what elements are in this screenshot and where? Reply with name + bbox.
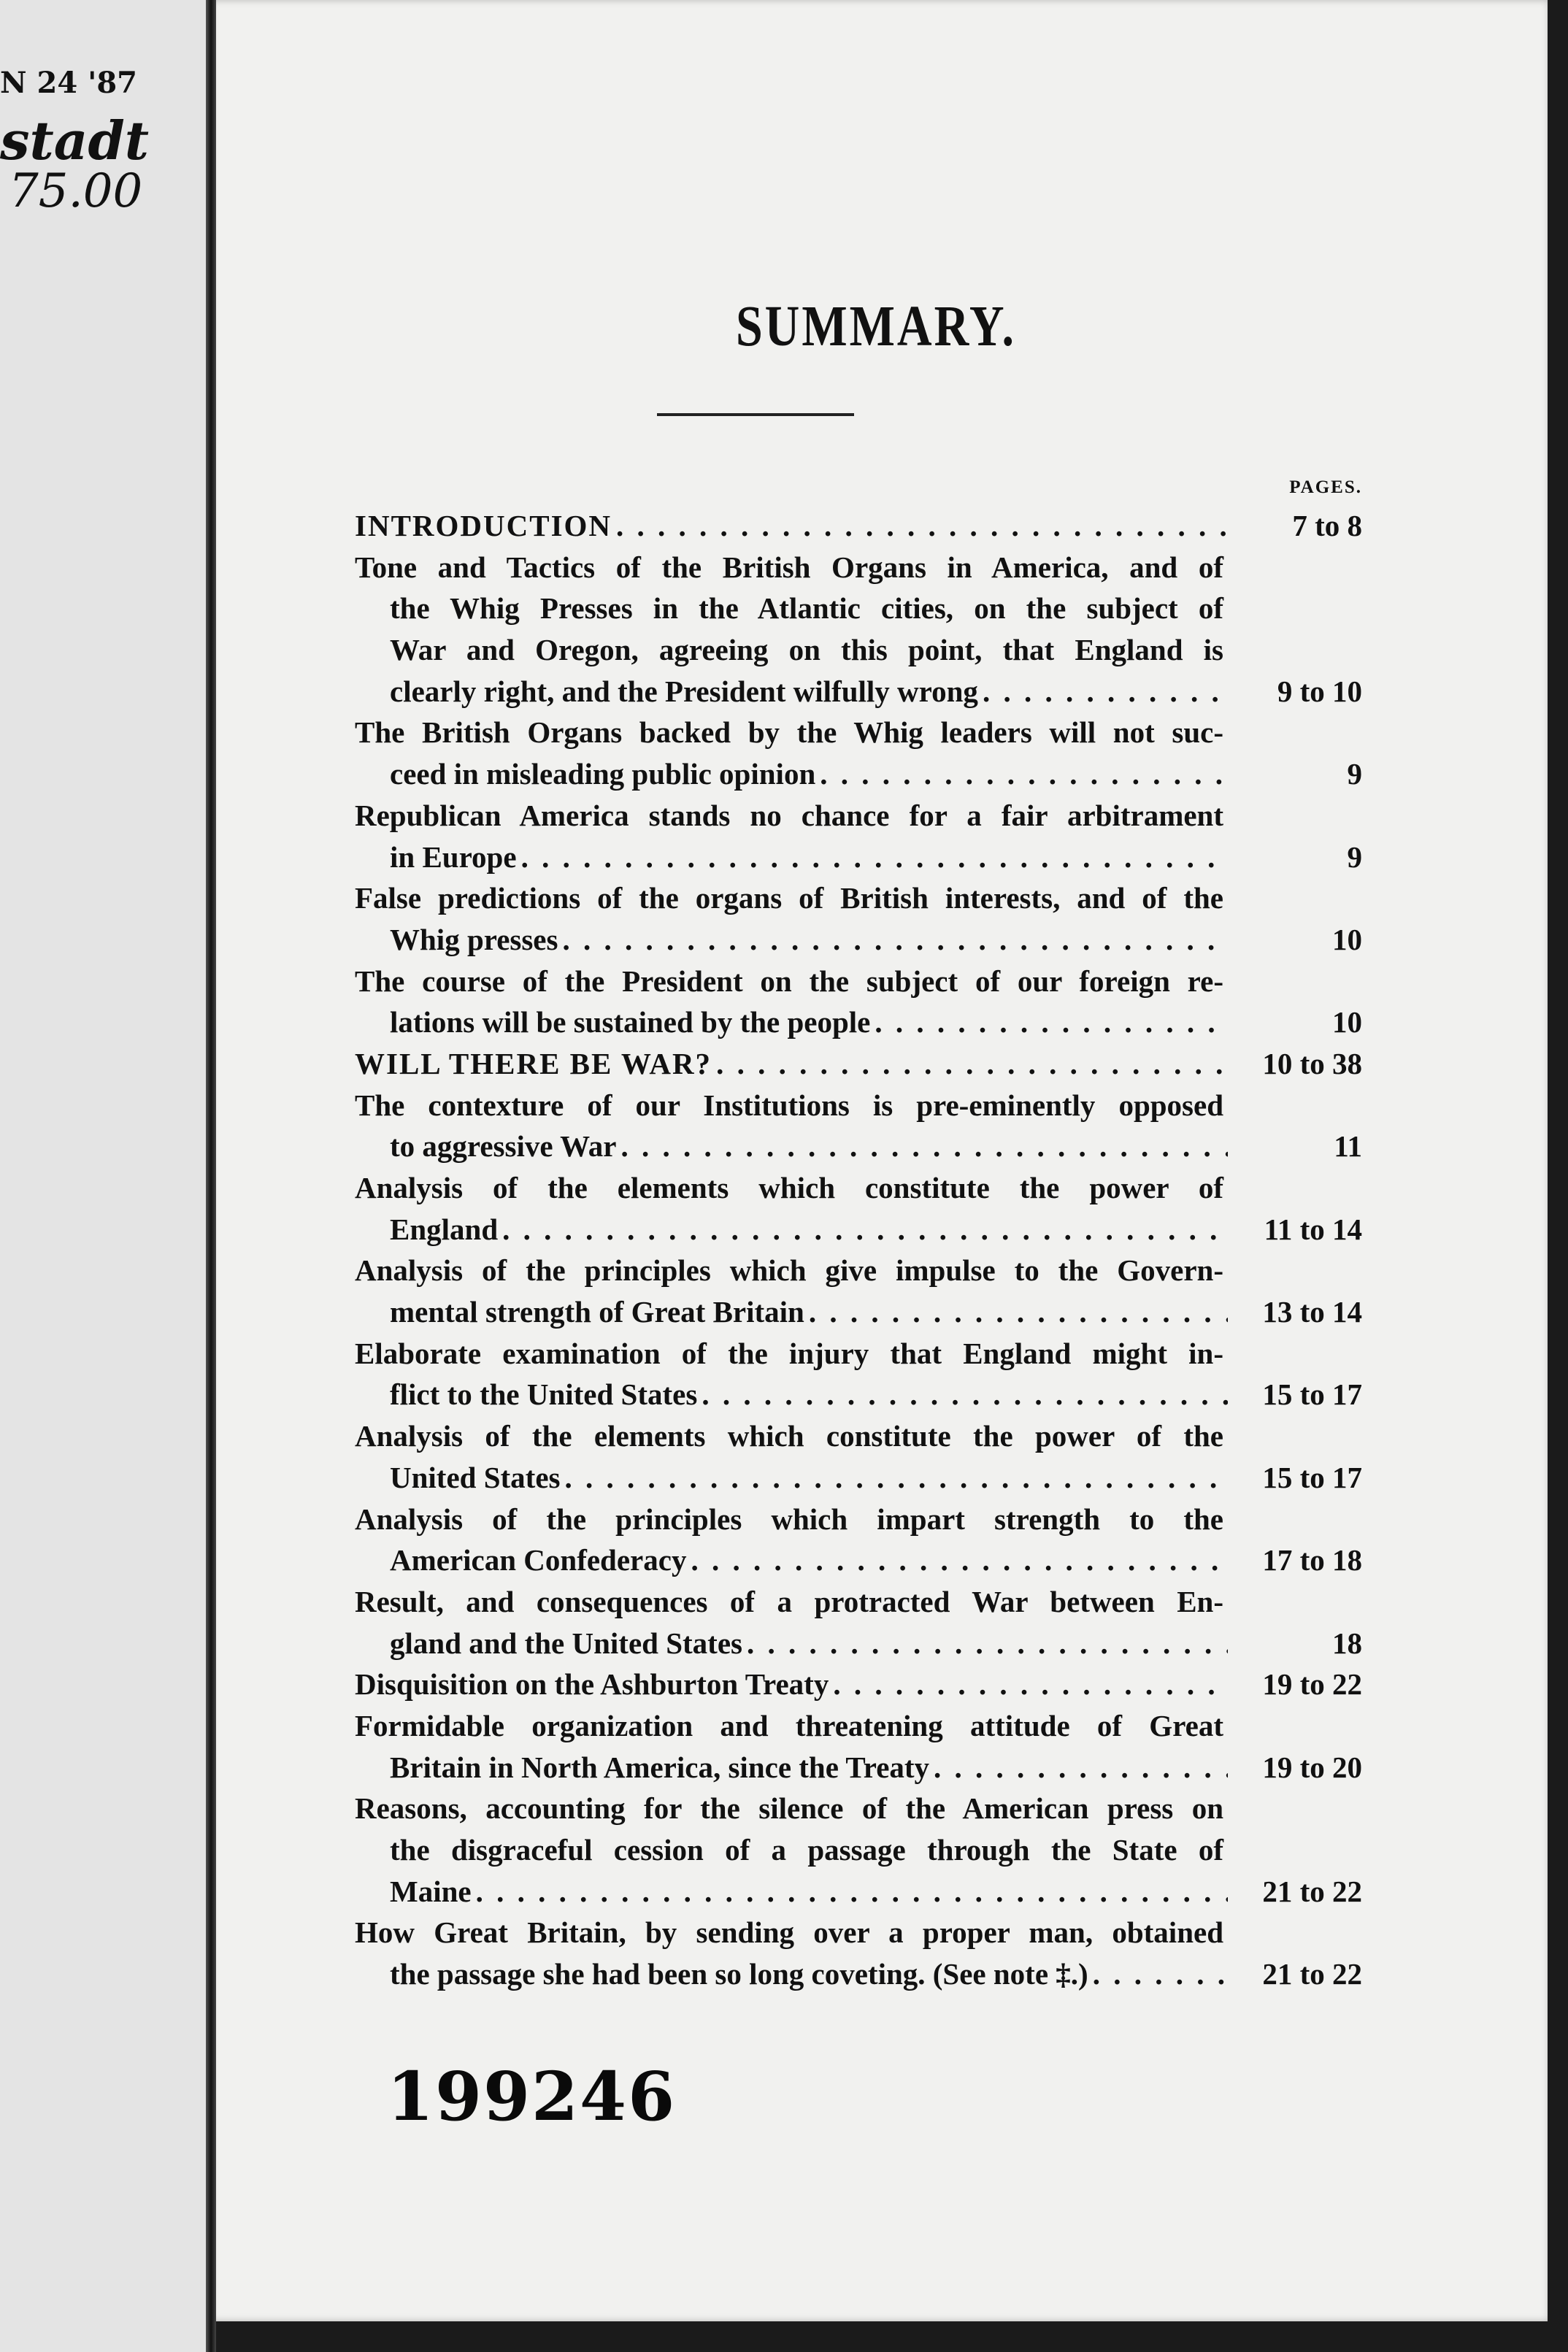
summary-entry-pages: 18	[1332, 1626, 1362, 1660]
dot-leader	[809, 1291, 1228, 1333]
summary-entry-line	[355, 1499, 1362, 1540]
summary-entry	[355, 505, 1362, 547]
dot-leader	[833, 1664, 1228, 1705]
summary-entry-text: Analysis of the elements which constitute the power of the	[355, 1419, 1223, 1453]
summary-entry-text: WILL THERE BE WAR?	[355, 1046, 712, 1080]
summary-entry-line	[355, 961, 1362, 1002]
summary-entry-line	[355, 1788, 1362, 1829]
summary-entry-pages: 19 to 22	[1262, 1667, 1362, 1702]
summary-entry-text: Analysis of the elements which constitute the power of	[355, 1171, 1223, 1204]
title-rule	[657, 413, 854, 416]
summary-entry-text: ceed in misleading public opinion	[390, 757, 816, 791]
summary-entry-line	[355, 1043, 1362, 1085]
dot-leader	[476, 1871, 1228, 1913]
summary-entry-text: Reasons, accounting for the silence of the American press on	[355, 1791, 1223, 1826]
summary-entry-text: The British Organs backed by the Whig leaders will not suc-	[355, 715, 1223, 750]
summary-entry-line	[355, 1126, 1362, 1167]
summary-entry-text: Result, and consequences of a protracted War between En-	[355, 1584, 1223, 1618]
summary-entry-text: flict to the United States	[390, 1377, 698, 1412]
dot-leader	[934, 1747, 1228, 1788]
left-margin-strip	[0, 0, 212, 2352]
summary-entry-line	[355, 1912, 1362, 1953]
summary-entry-line	[355, 1623, 1362, 1664]
summary-entry-text: Whig presses	[390, 922, 558, 956]
summary-entry-text: How Great Britain, by sending over a proper man, obtained	[355, 1915, 1223, 1950]
dot-leader	[875, 1002, 1228, 1043]
summary-entry-line	[355, 1457, 1362, 1499]
book-spine	[206, 0, 216, 2352]
summary-entry-pages: 11	[1334, 1129, 1362, 1164]
summary-entry-text: Elaborate examination of the injury that England might in-	[355, 1336, 1223, 1370]
summary-entry-line	[355, 753, 1362, 795]
summary-entry-text: American Confederacy	[390, 1543, 687, 1577]
summary-entry-line	[355, 1705, 1362, 1747]
summary-entry	[355, 712, 1362, 794]
summary-entry-line	[355, 1167, 1362, 1209]
summary-entry-pages: 7 to 8	[1292, 509, 1362, 542]
summary-entry-line	[355, 1747, 1362, 1788]
accession-number: 199246	[387, 2057, 677, 2136]
summary-entry-text: War and Oregon, agreeing on this point, that England is	[390, 633, 1223, 667]
summary-entry-text: Maine	[390, 1874, 472, 1908]
summary-entry-line	[355, 795, 1362, 837]
summary-entry-line	[355, 1871, 1362, 1913]
dot-leader	[616, 505, 1228, 547]
summary-entry	[355, 547, 1362, 712]
summary-entry-pages: 19 to 20	[1262, 1750, 1362, 1784]
summary-entry-line	[355, 1209, 1362, 1250]
summary-entry-pages: 9	[1347, 757, 1362, 791]
summary-entry-pages: 10	[1332, 922, 1362, 956]
summary-entry-text: England	[390, 1212, 499, 1246]
dot-leader	[502, 1209, 1228, 1250]
summary-entry-text: gland and the United States	[390, 1626, 742, 1660]
summary-entry-text: Analysis of the principles which give impulse to the Govern-	[355, 1253, 1223, 1288]
summary-entry-text: The contexture of our Institutions is pre-eminently opposed	[355, 1088, 1223, 1122]
summary-entry-pages: 15 to 17	[1262, 1377, 1362, 1412]
summary-entry	[355, 1664, 1362, 1705]
summary-entry-line	[355, 1540, 1362, 1581]
dot-leader	[564, 1457, 1228, 1499]
dot-leader	[1093, 1953, 1228, 1995]
dot-leader	[521, 837, 1228, 878]
summary-entry-text: the Whig Presses in the Atlantic cities, on the subject of	[390, 591, 1223, 626]
dot-leader	[820, 753, 1228, 795]
dot-leader	[691, 1540, 1228, 1581]
summary-entry-pages: 9 to 10	[1277, 674, 1362, 708]
summary-entry-line	[355, 1374, 1362, 1415]
summary-entry-pages: 11 to 14	[1264, 1212, 1362, 1246]
summary-entry	[355, 1912, 1362, 1994]
scan-edge-right	[1548, 0, 1568, 2352]
summary-entry-text: United States	[390, 1460, 561, 1494]
summary-entry-pages: 10	[1332, 1005, 1362, 1039]
summary-entry-text: clearly right, and the President wilfully wrong	[390, 674, 978, 708]
summary-entry-line	[355, 588, 1362, 629]
dot-leader	[702, 1374, 1228, 1415]
summary-entry-line	[355, 712, 1362, 753]
summary-entry	[355, 1499, 1362, 1581]
dot-leader	[562, 919, 1228, 961]
summary-entry-line	[355, 671, 1362, 712]
summary-entry	[355, 1250, 1362, 1332]
scan-edge-bottom	[216, 2321, 1568, 2352]
summary-entry-line	[355, 1581, 1362, 1623]
summary-entry-line	[355, 837, 1362, 878]
summary-entry-text: Disquisition on the Ashburton Treaty	[355, 1667, 829, 1702]
summary-entry	[355, 877, 1362, 960]
summary-entry-pages: 21 to 22	[1262, 1957, 1362, 1991]
summary-entry	[355, 961, 1362, 1043]
summary-entry	[355, 1043, 1362, 1085]
summary-entry-text: the passage she had been so long coveting. (See note ‡.)	[390, 1957, 1088, 1991]
summary-entry-text: INTRODUCTION	[355, 509, 612, 542]
summary-entry-line	[355, 1085, 1362, 1126]
summary-entry-line	[355, 547, 1362, 588]
page-title: SUMMARY.	[735, 294, 1017, 359]
dot-leader	[621, 1126, 1228, 1167]
summary-entry-text: Formidable organization and threatening attitude of Great	[355, 1708, 1223, 1742]
summary-entry	[355, 1581, 1362, 1664]
summary-entry-text: to aggressive War	[390, 1129, 617, 1164]
summary-entry-line	[355, 1664, 1362, 1705]
summary-entry	[355, 1705, 1362, 1788]
summary-entry-line	[355, 1002, 1362, 1043]
summary-entry	[355, 1333, 1362, 1415]
summary-entry-line	[355, 629, 1362, 671]
pages-column-header: PAGES.	[1289, 477, 1362, 497]
summary-entry-text: in Europe	[390, 839, 517, 874]
summary-entry-line	[355, 1333, 1362, 1375]
summary-entry-text: Tone and Tactics of the British Organs in America, and of	[355, 550, 1223, 584]
summary-entry-pages: 17 to 18	[1262, 1543, 1362, 1577]
summary-entry-text: mental strength of Great Britain	[390, 1295, 804, 1329]
handwritten-date: N 24 '87	[0, 66, 137, 100]
summary-entry-pages: 10 to 38	[1262, 1046, 1362, 1080]
summary-entry-pages: 21 to 22	[1262, 1874, 1362, 1908]
summary-entry-text: The course of the President on the subject of our foreign re-	[355, 964, 1223, 998]
summary-entry-text: the disgraceful cession of a passage through the State of	[390, 1833, 1223, 1867]
dot-leader	[716, 1043, 1228, 1085]
summary-entry-pages: 15 to 17	[1262, 1460, 1362, 1494]
summary-entry-line	[355, 505, 1362, 547]
summary-entry-text: Republican America stands no chance for a fair arbitrament	[355, 798, 1223, 832]
summary-entry-line	[355, 919, 1362, 961]
summary-entry-text: Britain in North America, since the Treaty	[390, 1750, 930, 1784]
summary-entry-line	[355, 1415, 1362, 1457]
handwritten-name: stadt	[0, 109, 150, 172]
summary-entry-line	[355, 1250, 1362, 1291]
summary-entry	[355, 1167, 1362, 1250]
summary-entry-line	[355, 1829, 1362, 1871]
summary-entry-text: lations will be sustained by the people	[390, 1005, 871, 1039]
summary-list	[355, 505, 1362, 1995]
summary-entry-pages: 9	[1347, 839, 1362, 874]
summary-entry-text: Analysis of the principles which impart strength to the	[355, 1502, 1223, 1536]
summary-entry-pages: 13 to 14	[1262, 1295, 1362, 1329]
dot-leader	[747, 1623, 1228, 1664]
summary-entry	[355, 1788, 1362, 1912]
summary-entry	[355, 1085, 1362, 1167]
handwritten-price: 75.00	[9, 164, 143, 218]
summary-entry	[355, 795, 1362, 877]
summary-entry-text: False predictions of the organs of British interests, and of the	[355, 881, 1223, 915]
summary-entry-line	[355, 1953, 1362, 1995]
summary-entry	[355, 1415, 1362, 1498]
summary-entry-line	[355, 1291, 1362, 1333]
dot-leader	[983, 671, 1228, 712]
summary-entry-line	[355, 877, 1362, 919]
